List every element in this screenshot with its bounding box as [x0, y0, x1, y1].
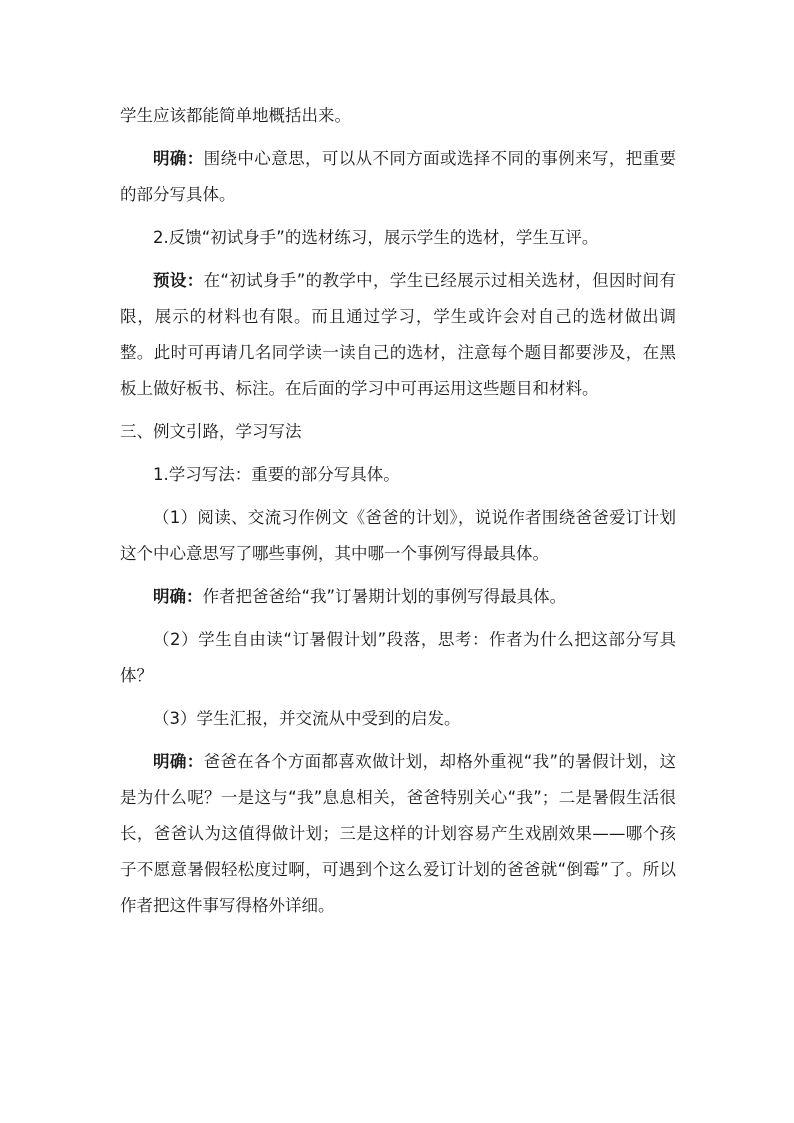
paragraph-clarification-3 — [120, 744, 676, 924]
paragraph-text: （1）阅读、交流习作例文《爸爸的计划》，说说作者围绕爸爸爱订计划这个中心意思写了哪些事例，其中哪一个事例写得最具体。 — [120, 508, 676, 563]
paragraph-clarification-1 — [120, 141, 676, 213]
paragraph-text: 2.反馈“初试身手”的选材练习，展示学生的选材，学生互评。 — [153, 228, 599, 247]
paragraph-lead-label: 明确： — [153, 587, 203, 606]
paragraph-step-3 — [120, 701, 676, 737]
paragraph-step-2 — [120, 622, 676, 694]
paragraph-preset — [120, 263, 676, 407]
paragraph-lead-label: 明确： — [153, 752, 204, 771]
paragraph-text: 爸爸在各个方面都喜欢做计划，却格外重视“我”的暑假计划，这是为什么呢？一是这与“我”息息相关，爸爸特别关心“我”；二是暑假生活很长，爸爸认为这值得做计划；三是这样的计划容易产生戏剧效果——哪个孩子不愿意暑假轻松度过啊，可遇到个这么爱订计划的爸爸就“倒霉”了。所以作者把这件事写得格外详细。 — [120, 752, 676, 915]
paragraph-lead-label: 明确： — [153, 149, 204, 168]
paragraph-text: 学生应该都能简单地概括出来。 — [120, 106, 351, 125]
paragraph-text: 在“初试身手”的教学中，学生已经展示过相关选材，但因时间有限，展示的材料也有限。而且通过学习，学生或许会对自己的选材做出调整。此时可再请几名同学读一读自己的选材，注意每个题目都要涉及，在黑板上做好板书、标注。在后面的学习中可再运用这些题目和材料。 — [120, 271, 676, 398]
heading-text: 三、例文引路，学习写法 — [120, 422, 302, 441]
section-heading — [120, 414, 676, 450]
paragraph-text: 1.学习写法：重要的部分写具体。 — [153, 465, 400, 484]
paragraph-feedback-step — [120, 220, 676, 256]
paragraph-step-1 — [120, 500, 676, 572]
document-body — [120, 98, 676, 931]
paragraph-text: 围绕中心意思，可以从不同方面或选择不同的事例来写，把重要的部分写具体。 — [120, 149, 677, 204]
paragraph-continuation — [120, 98, 676, 134]
paragraph-learning-method — [120, 457, 676, 493]
paragraph-text: （2）学生自由读“订暑假计划”段落，思考：作者为什么把这部分写具体？ — [120, 630, 676, 685]
paragraph-text: 作者把爸爸给“我”订暑期计划的事例写得最具体。 — [202, 587, 567, 606]
paragraph-clarification-2 — [120, 579, 676, 615]
paragraph-text: （3）学生汇报，并交流从中受到的启发。 — [153, 709, 461, 728]
paragraph-lead-label: 预设： — [153, 271, 204, 290]
